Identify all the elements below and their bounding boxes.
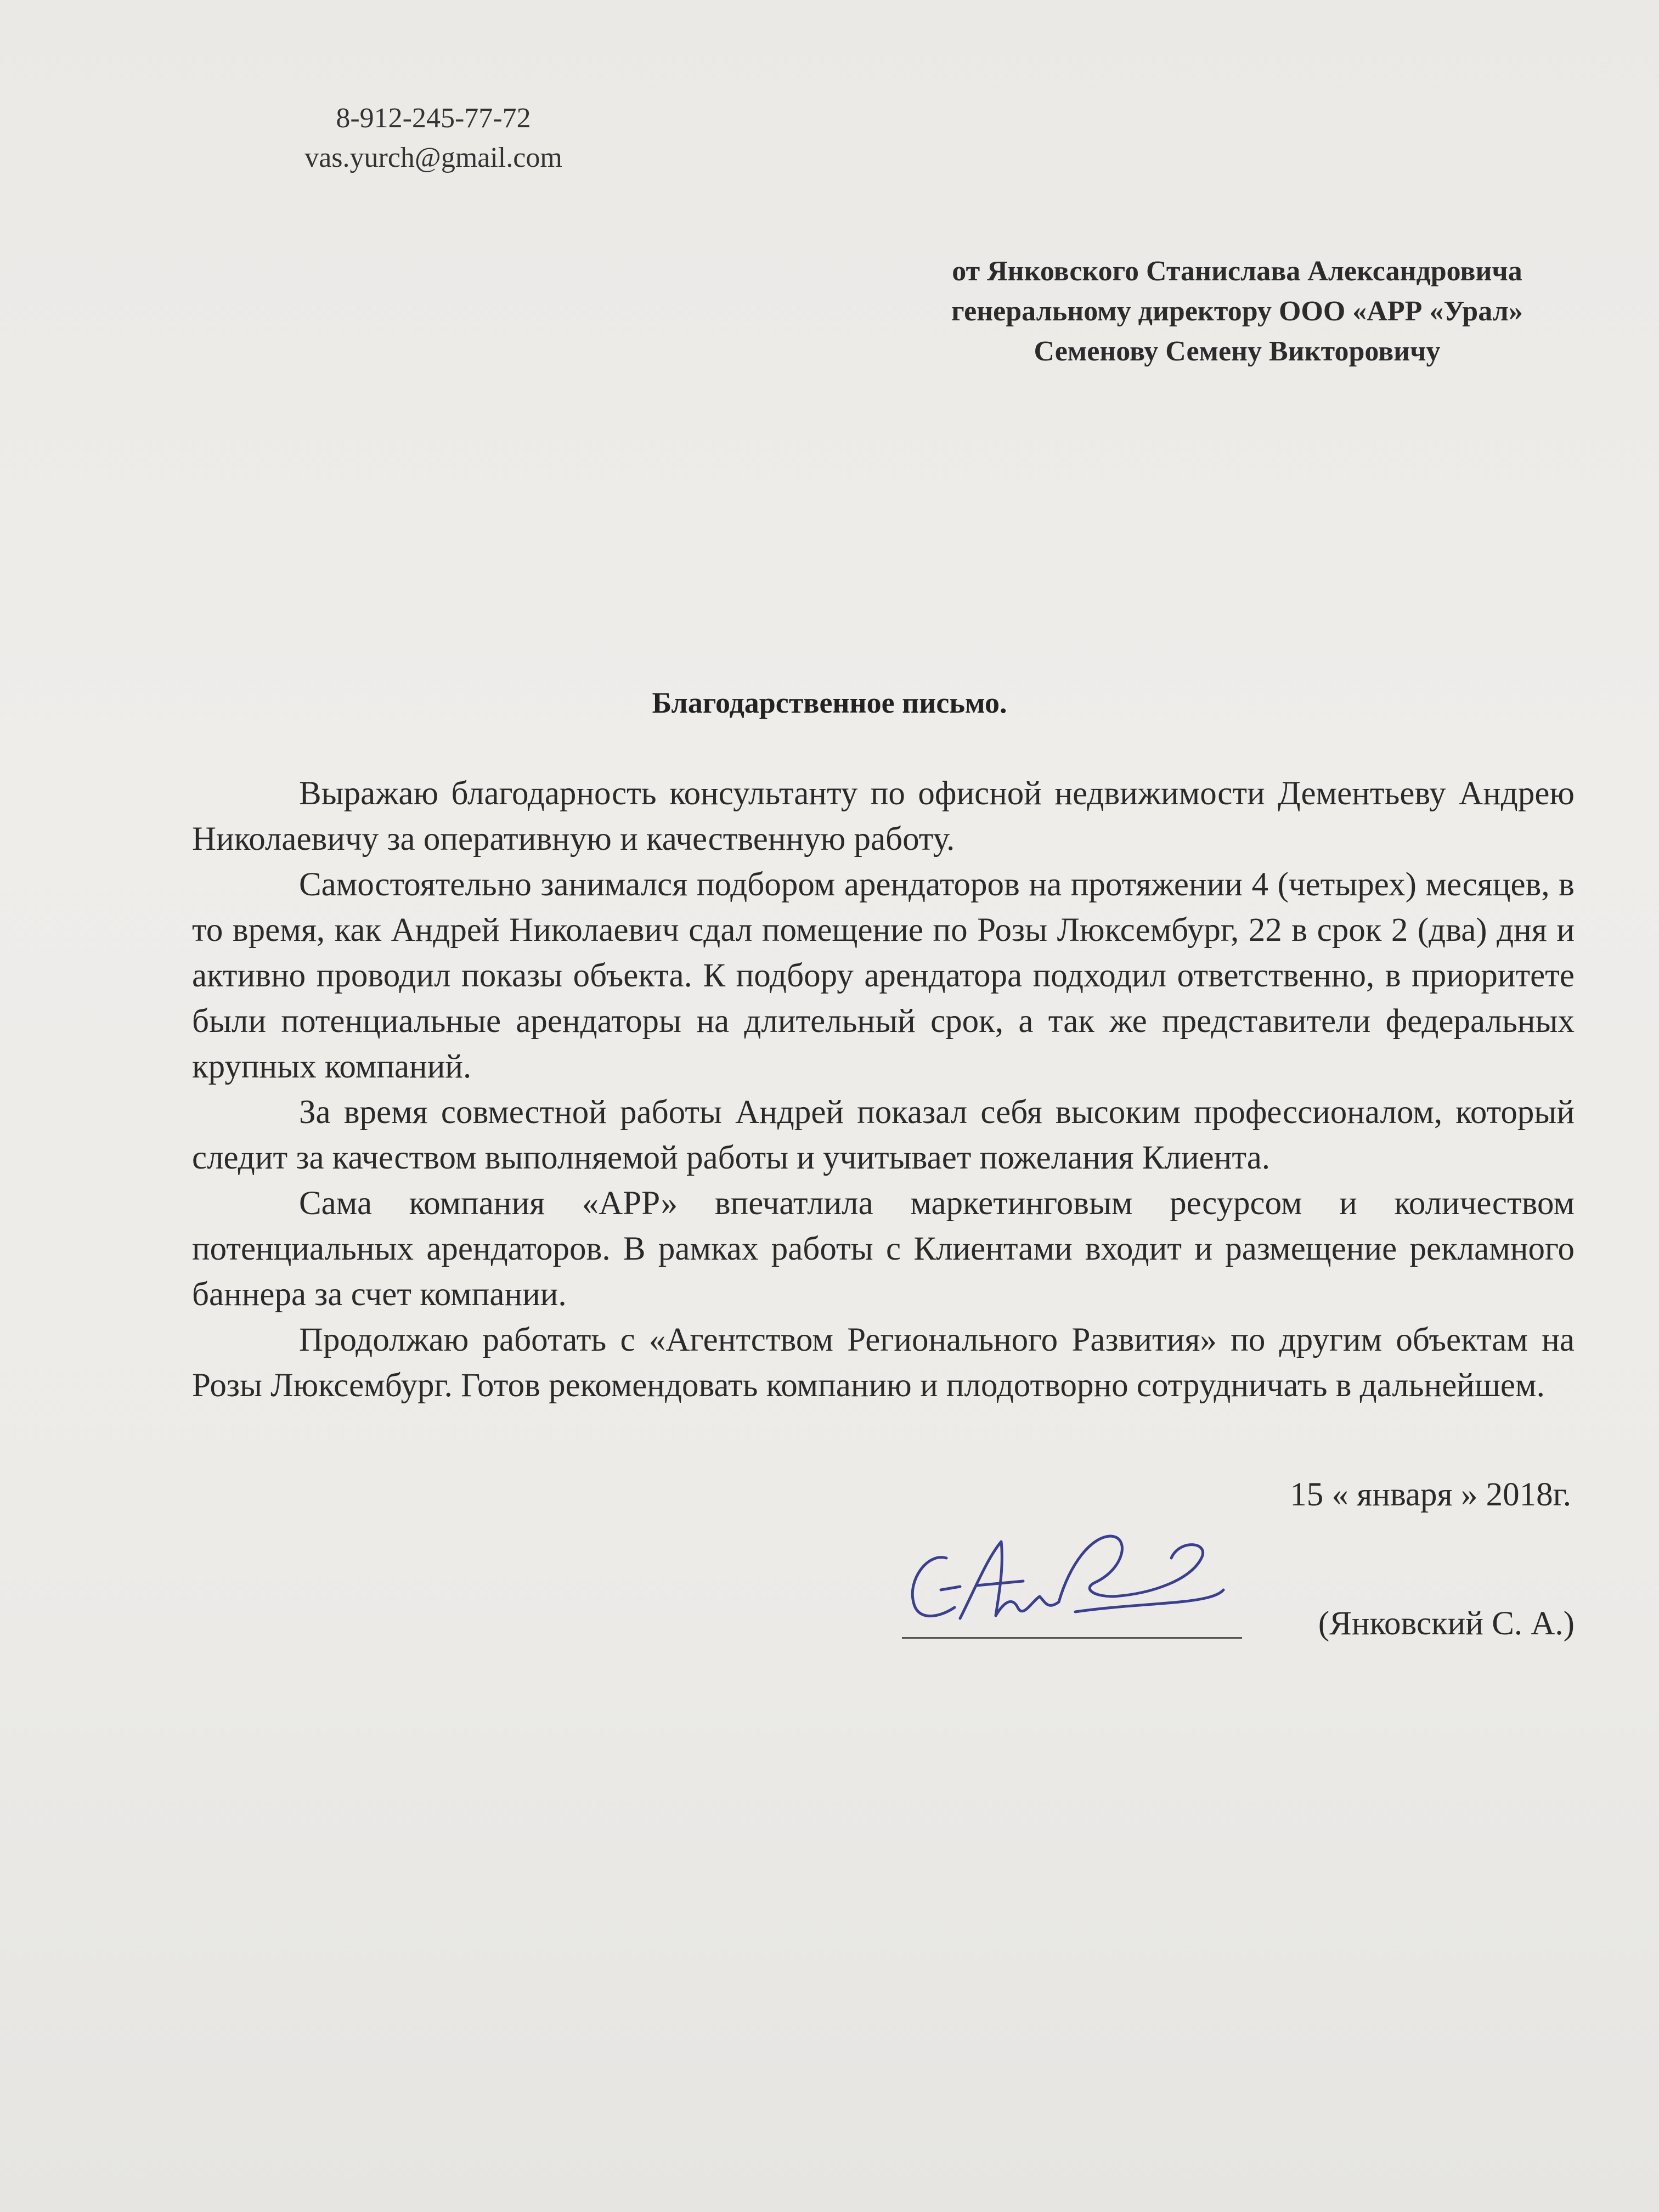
letter-title: Благодарственное письмо. xyxy=(652,686,1007,719)
addressee-name: Семенову Семену Викторовичу xyxy=(1034,336,1441,367)
letter-paragraph: Выражаю благодарность консультанту по офисной недвижимости Дементьеву Андрею Николаевичу за оперативную и качественную работу. xyxy=(192,775,1575,857)
contact-email: vas.yurch@gmail.com xyxy=(304,142,562,173)
letter-paragraph: Сама компания «АРР» впечатлила маркетинговым ресурсом и количеством потенциальных арендаторов. В рамках работы с Клиентами входит и размещение рекламного баннера за счет компании. xyxy=(192,1185,1575,1313)
signature-line xyxy=(902,1637,1242,1639)
letter-paragraph: Самостоятельно занимался подбором арендаторов на протяжении 4 (четырех) месяцев, в то время, как Андрей Николаевич сдал помещение по Розы Люксембург, 22 в срок 2 (два) дня и активно проводил показы объекта. К подбору арендатора подходил ответственно, в приоритете были потенциальные арендаторы на длительный срок, а так же представители федеральных крупных компаний. xyxy=(192,866,1575,1085)
letter-paragraph: Продолжаю работать с «Агентством Регионального Развития» по другим объектам на Розы Люксембург. Готов рекомендовать компанию и плодотворно сотрудничать в дальнейшем. xyxy=(192,1322,1575,1404)
signer-name: (Янковский С. А.) xyxy=(1318,1605,1575,1642)
addressee-from: от Янковского Станислава Александровича xyxy=(952,256,1522,287)
addressee-block xyxy=(894,251,1580,371)
signature-block xyxy=(894,1520,1575,1662)
letter-paragraph: За время совместной работы Андрей показал себя высоким профессионалом, который следит за качеством выполняемой работы и учитывает пожелания Клиента. xyxy=(192,1094,1575,1176)
contact-phone: 8-912-245-77-72 xyxy=(336,103,531,134)
letter-body xyxy=(192,771,1575,1408)
contact-info xyxy=(263,99,603,178)
handwritten-signature xyxy=(894,1520,1311,1651)
addressee-position: генеральному директору ООО «АРР «Урал» xyxy=(951,296,1523,327)
letter-date: 15 « января » 2018г. xyxy=(1290,1476,1571,1513)
